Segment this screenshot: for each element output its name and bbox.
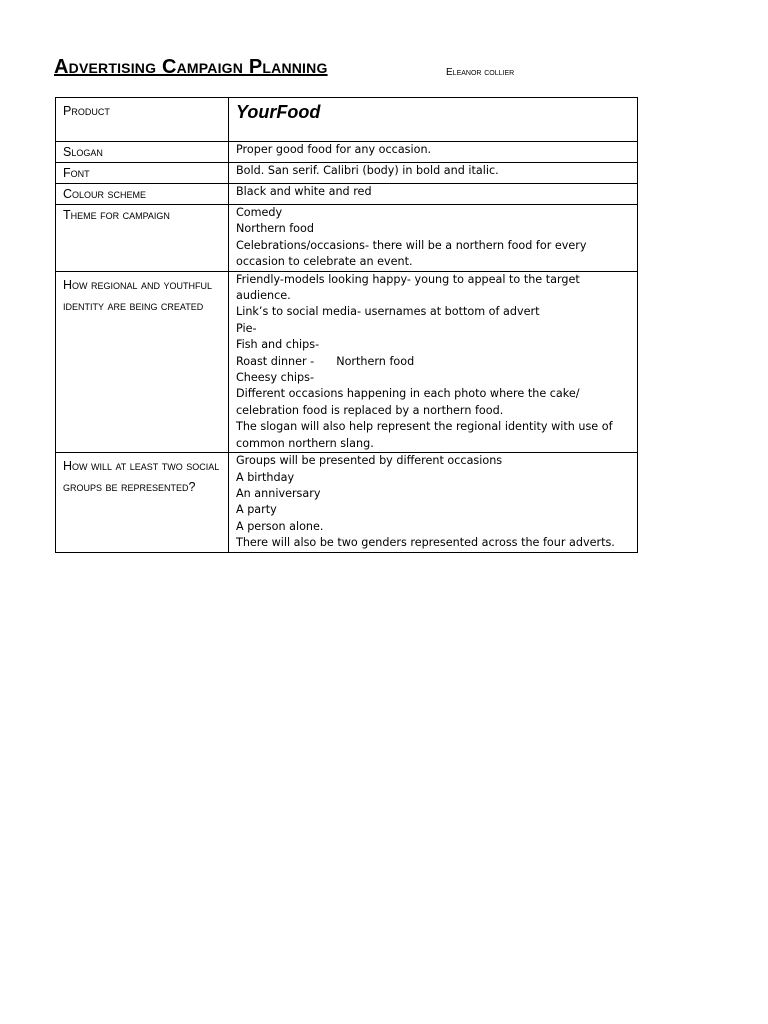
list-item: Celebrations/occasions- there will be a northern food for every [236,238,587,252]
list-item: Friendly-models looking happy- young to appeal to the target [236,272,580,286]
row-label-font: Font [56,163,229,184]
list-item: The slogan will also help represent the regional identity with use of [236,420,613,434]
roast-dinner-text: Roast dinner - [236,354,315,368]
slogan-text: Proper good food for any occasion. [236,143,432,156]
list-item: A person alone. [236,519,324,533]
row-value-colour-scheme [229,184,638,205]
list-item: Different occasions happening in each photo where the cake/ [236,387,580,401]
northern-food-note: Northern food [336,354,415,368]
list-item: common northern slang. [236,436,374,450]
list-item: audience. [236,289,291,303]
list-item: Northern food [236,222,314,236]
row-label-product: Product [56,98,229,142]
list-item: Cheesy chips- [236,371,314,385]
list-item: There will also be two genders represented across the four adverts. [236,536,615,550]
row-value-font [229,163,638,184]
table-row-colour-scheme [56,184,638,205]
list-item: Link’s to social media- usernames at bottom of advert [236,305,540,319]
row-label-theme: Theme for campaign [56,205,229,272]
table-row-theme [56,205,638,272]
author-name: Eleanor collier [446,67,515,78]
list-item: celebration food is replaced by a northern food. [236,403,504,417]
campaign-planning-table [55,97,638,553]
font-text: Bold. San serif. Calibri (body) in bold and italic. [236,164,499,177]
row-label-slogan: Slogan [56,142,229,163]
list-item: Comedy [236,206,283,219]
row-value-theme [229,205,638,272]
table-row-product [56,98,638,142]
table-row-regional-identity [56,271,638,452]
product-name: YourFood [236,102,321,122]
row-value-social-groups [229,453,638,552]
row-label-regional-identity: How regional and youthful identity are being created [56,271,229,452]
list-item: Groups will be presented by different occasions [236,454,503,468]
page-title: Advertising Campaign Planning [54,56,328,78]
colour-scheme-text: Black and white and red [236,185,372,198]
list-item: Fish and chips- [236,338,320,352]
row-label-colour-scheme: Colour scheme [56,184,229,205]
list-item: A party [236,503,277,517]
table-row-font [56,163,638,184]
table-row-slogan [56,142,638,163]
list-item [236,354,633,370]
row-value-regional-identity [229,271,638,452]
table-row-social-groups [56,453,638,552]
list-item: occasion to celebrate an event. [236,255,413,269]
row-label-social-groups: How will at least two social groups be represented? [56,453,229,552]
list-item: Pie- [236,321,257,335]
row-value-product [229,98,638,142]
list-item: A birthday [236,470,295,484]
list-item: An anniversary [236,486,321,500]
row-value-slogan [229,142,638,163]
